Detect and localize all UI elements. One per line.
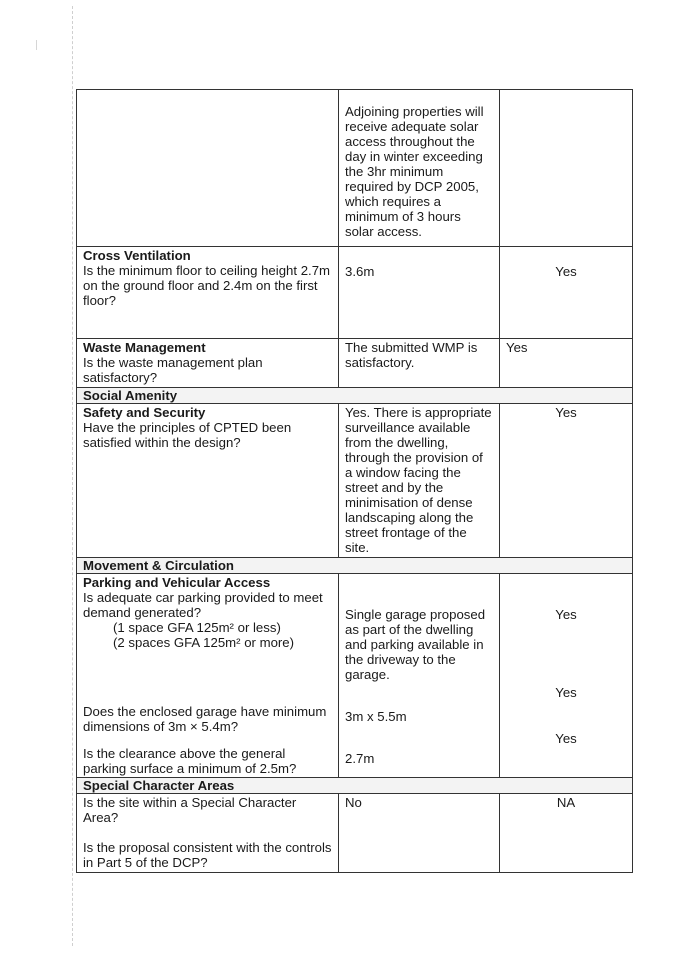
parking-control-cell bbox=[77, 574, 339, 778]
waste-comment: The submitted WMP is satisfactory. bbox=[345, 340, 478, 370]
special-compliance-cell bbox=[500, 794, 633, 873]
safety-compliance: Yes bbox=[555, 405, 577, 420]
section-row-movement bbox=[77, 558, 633, 574]
parking-question-1a: (1 space GFA 125m² or less) bbox=[113, 620, 281, 635]
special-question-2: Is the proposal consistent with the controls in Part 5 of the DCP? bbox=[83, 840, 332, 870]
cross-vent-comment-cell bbox=[339, 247, 500, 339]
cross-vent-question: Is the minimum floor to ceiling height 2.7m on the ground floor and 2.4m on the first floor? bbox=[83, 263, 331, 308]
waste-compliance-cell bbox=[500, 339, 633, 388]
special-comment-cell bbox=[339, 794, 500, 873]
special-control-cell bbox=[77, 794, 339, 873]
solar-comment: Adjoining properties will receive adequate solar access throughout the day in winter exceeding the 3hr minimum required by DCP 2005, which requires a minimum of 3 hours solar access. bbox=[345, 104, 484, 239]
waste-control-cell bbox=[77, 339, 339, 388]
parking-answer-3: 2.7m bbox=[345, 751, 375, 766]
section-row-social-amenity bbox=[77, 388, 633, 404]
waste-heading: Waste Management bbox=[83, 340, 206, 355]
parking-comment-cell bbox=[339, 574, 500, 778]
parking-result-2: Yes bbox=[555, 685, 577, 700]
table-row-parking bbox=[77, 574, 633, 778]
safety-control-cell bbox=[77, 404, 339, 558]
solar-comment-cell bbox=[339, 90, 500, 247]
safety-compliance-cell bbox=[500, 404, 633, 558]
special-compliance: NA bbox=[556, 795, 576, 810]
cross-vent-compliance: Yes bbox=[555, 264, 577, 279]
parking-compliance-cell bbox=[500, 574, 633, 778]
solar-compliance-cell bbox=[500, 90, 633, 247]
safety-comment: Yes. There is appropriate surveillance available from the dwelling, through the provision of a window facing the street and by the minimisation of dense landscaping along the street frontage of the site. bbox=[345, 405, 492, 555]
parking-question-3: Is the clearance above the general parking surface a minimum of 2.5m? bbox=[83, 746, 297, 776]
cross-vent-control-cell bbox=[77, 247, 339, 339]
table-row-safety bbox=[77, 404, 633, 558]
waste-comment-cell bbox=[339, 339, 500, 388]
cross-vent-heading: Cross Ventilation bbox=[83, 248, 191, 263]
parking-heading: Parking and Vehicular Access bbox=[83, 575, 271, 590]
special-character-heading: Special Character Areas bbox=[77, 778, 633, 794]
parking-result-3: Yes bbox=[555, 731, 577, 746]
waste-question: Is the waste management plan satisfactory? bbox=[83, 355, 263, 385]
table-row-cross-ventilation bbox=[77, 247, 633, 339]
table-row-solar bbox=[77, 90, 633, 247]
safety-comment-cell bbox=[339, 404, 500, 558]
parking-question-2: Does the enclosed garage have minimum dimensions of 3m × 5.4m? bbox=[83, 704, 327, 734]
table-row-waste bbox=[77, 339, 633, 388]
scan-margin-mark bbox=[36, 40, 37, 50]
parking-question-1: Is adequate car parking provided to meet demand generated? bbox=[83, 590, 323, 620]
parking-answer-2: 3m x 5.5m bbox=[345, 709, 407, 724]
solar-control-cell bbox=[77, 90, 339, 247]
table-row-special-character bbox=[77, 794, 633, 873]
safety-question: Have the principles of CPTED been satisfied within the design? bbox=[83, 420, 292, 450]
parking-result-1: Yes bbox=[555, 607, 577, 622]
cross-vent-compliance-cell bbox=[500, 247, 633, 339]
special-comment: No bbox=[345, 795, 362, 810]
scan-margin-line bbox=[72, 6, 73, 946]
parking-answer-1: Single garage proposed as part of the dwelling and parking available in the driveway to the garage. bbox=[345, 607, 486, 682]
parking-question-1b: (2 spaces GFA 125m² or more) bbox=[113, 635, 295, 650]
cross-vent-comment: 3.6m bbox=[345, 264, 375, 279]
safety-heading: Safety and Security bbox=[83, 405, 206, 420]
movement-heading: Movement & Circulation bbox=[77, 558, 633, 574]
waste-compliance: Yes bbox=[506, 340, 528, 355]
special-question-1: Is the site within a Special Character Area? bbox=[83, 795, 297, 825]
compliance-table bbox=[76, 89, 633, 873]
section-row-special-character bbox=[77, 778, 633, 794]
social-amenity-heading: Social Amenity bbox=[77, 388, 633, 404]
